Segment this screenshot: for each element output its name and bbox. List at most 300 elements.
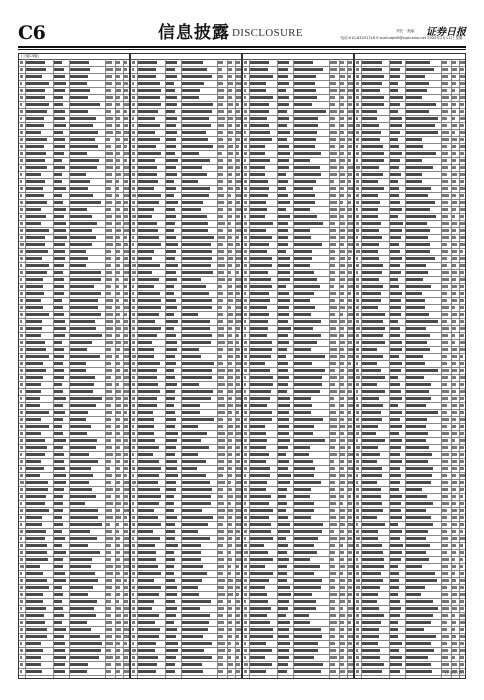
table-cell-text bbox=[106, 607, 111, 611]
table-cell-text bbox=[460, 334, 464, 338]
table-cell-text bbox=[106, 453, 113, 457]
table-cell-text bbox=[228, 75, 232, 79]
table-cell-text bbox=[218, 537, 224, 541]
table-cell-text bbox=[228, 593, 233, 597]
table-cell-text bbox=[406, 656, 428, 660]
table-cell-text bbox=[70, 96, 88, 100]
table-cell-text bbox=[132, 152, 135, 156]
table-cell-text bbox=[330, 523, 337, 527]
table-cell-text bbox=[278, 523, 290, 527]
table-cell-text bbox=[362, 299, 381, 303]
table-cell-text bbox=[106, 621, 112, 625]
table-cell-text bbox=[26, 243, 45, 247]
table-cell-text bbox=[362, 579, 383, 583]
table-cell-text bbox=[460, 236, 465, 240]
table-cell-text bbox=[20, 530, 23, 534]
table-cell-text bbox=[116, 187, 119, 191]
table-cell-text bbox=[244, 642, 246, 646]
table-cell-text bbox=[406, 439, 426, 443]
table-cell-text bbox=[116, 467, 120, 471]
table-cell-text bbox=[218, 250, 224, 254]
table-cell-text bbox=[138, 355, 154, 359]
table-cell-text bbox=[166, 453, 175, 457]
table-cell-text bbox=[348, 173, 352, 177]
table-cell-text bbox=[442, 313, 448, 317]
table-cell-text bbox=[356, 663, 359, 667]
table-cell-text bbox=[70, 537, 97, 541]
table-cell-text bbox=[166, 299, 176, 303]
table-cell-text bbox=[132, 621, 135, 625]
table-cell-text bbox=[348, 180, 351, 184]
table-cell-text bbox=[138, 117, 155, 121]
table-cell-text bbox=[294, 271, 314, 275]
table-cell-text bbox=[340, 502, 343, 506]
table-cell-text bbox=[116, 523, 119, 527]
table-cell-text bbox=[294, 61, 313, 65]
table-cell-text bbox=[70, 320, 95, 324]
table-cell-text bbox=[228, 635, 232, 639]
table-cell-text bbox=[250, 418, 272, 422]
table-cell-text bbox=[390, 537, 400, 541]
table-cell-text bbox=[124, 649, 129, 653]
table-cell-text bbox=[460, 642, 464, 646]
table-cell-text bbox=[218, 565, 224, 569]
table-cell-text bbox=[406, 96, 422, 100]
table-cell-text bbox=[132, 194, 136, 198]
table-cell-text bbox=[124, 194, 129, 198]
table-cell-text bbox=[452, 208, 456, 212]
table-cell-text bbox=[124, 89, 128, 93]
table-cell-text bbox=[26, 523, 42, 527]
table-cell-text bbox=[294, 173, 321, 177]
table-cell-text bbox=[362, 467, 382, 471]
table-cell-text bbox=[106, 439, 111, 443]
table-cell-text bbox=[132, 278, 135, 282]
table-cell-text bbox=[20, 278, 22, 282]
table-cell-text bbox=[452, 530, 456, 534]
table-cell-text bbox=[116, 285, 119, 289]
table-cell-text bbox=[362, 621, 381, 625]
table-cell-text bbox=[460, 656, 464, 660]
table-cell-text bbox=[348, 460, 352, 464]
table-cell-text bbox=[138, 544, 155, 548]
table-cell-text bbox=[406, 509, 426, 513]
table-cell-text bbox=[138, 187, 154, 191]
table-cell-text bbox=[362, 509, 383, 513]
table-cell-text bbox=[244, 159, 246, 163]
table-cell-text bbox=[218, 376, 224, 380]
table-cell-text bbox=[348, 306, 352, 310]
table-cell-text bbox=[452, 586, 457, 590]
table-cell-text bbox=[70, 432, 87, 436]
table-cell-text bbox=[250, 593, 267, 597]
table-cell-text bbox=[70, 348, 87, 352]
table-cell-text bbox=[340, 236, 345, 240]
table-cell-text bbox=[70, 418, 86, 422]
table-cell-text bbox=[442, 138, 449, 142]
table-cell-text bbox=[362, 215, 378, 219]
table-cell-text bbox=[218, 621, 224, 625]
table-cell-text bbox=[460, 390, 465, 394]
table-cell-text bbox=[390, 649, 399, 653]
table-cell-text bbox=[20, 537, 22, 541]
table-cell-text bbox=[228, 509, 233, 513]
table-cell-text bbox=[390, 460, 402, 464]
table-cell-text bbox=[250, 355, 271, 359]
table-cell-text bbox=[340, 579, 345, 583]
table-cell-text bbox=[236, 558, 241, 562]
table-cell-text bbox=[138, 159, 155, 163]
table-cell-text bbox=[294, 502, 314, 506]
table-cell-text bbox=[294, 348, 311, 352]
table-cell-text bbox=[460, 278, 465, 282]
table-cell-text bbox=[362, 278, 379, 282]
table-cell-text bbox=[406, 502, 433, 506]
table-cell-text bbox=[54, 75, 65, 79]
table-cell-text bbox=[356, 145, 358, 149]
table-cell-text bbox=[20, 299, 23, 303]
table-cell-text bbox=[390, 565, 398, 569]
table-cell-text bbox=[460, 432, 464, 436]
table-cell-text bbox=[330, 236, 336, 240]
table-cell-text bbox=[124, 61, 127, 65]
table-cell-text bbox=[356, 558, 358, 562]
table-cell-text bbox=[460, 320, 464, 324]
table-cell-text bbox=[124, 509, 129, 513]
table-cell-text bbox=[166, 390, 175, 394]
table-cell-text bbox=[54, 243, 65, 247]
table-cell-text bbox=[20, 292, 23, 296]
table-cell-text bbox=[218, 544, 223, 548]
table-cell-text bbox=[124, 663, 129, 667]
table-cell-text bbox=[138, 257, 152, 261]
table-cell-text bbox=[278, 327, 291, 331]
table-cell-text bbox=[228, 530, 233, 534]
table-cell-text bbox=[250, 306, 267, 310]
table-cell-text bbox=[182, 96, 199, 100]
table-cell-text bbox=[362, 131, 381, 135]
table-cell-text bbox=[452, 152, 456, 156]
table-cell-text bbox=[294, 558, 310, 562]
table-cell-text bbox=[138, 124, 160, 128]
table-cell-text bbox=[70, 271, 101, 275]
table-cell-text bbox=[228, 523, 232, 527]
table-cell-text bbox=[356, 110, 359, 114]
table-cell-text bbox=[228, 110, 232, 114]
table-cell-text bbox=[166, 418, 176, 422]
table-cell-text bbox=[26, 341, 45, 345]
table-cell-text bbox=[20, 369, 23, 373]
table-cell-text bbox=[124, 551, 129, 555]
table-cell-text bbox=[26, 495, 46, 499]
table-cell-text bbox=[390, 376, 398, 380]
table-cell-text bbox=[460, 586, 464, 590]
table-cell-text bbox=[250, 138, 272, 142]
table-cell-text bbox=[390, 271, 401, 275]
table-cell-text bbox=[20, 509, 23, 513]
table-cell-text bbox=[442, 607, 449, 611]
table-cell-text bbox=[124, 425, 128, 429]
table-cell-text bbox=[406, 215, 436, 219]
table-cell-text bbox=[452, 166, 456, 170]
table-cell-text bbox=[124, 250, 129, 254]
table-cell-text bbox=[236, 439, 241, 443]
table-cell-text bbox=[356, 439, 358, 443]
table-cell-text bbox=[116, 425, 120, 429]
table-cell-text bbox=[362, 313, 385, 317]
table-cell-text bbox=[460, 348, 465, 352]
table-cell-text bbox=[442, 663, 449, 667]
table-cell-text bbox=[330, 390, 337, 394]
table-cell-text bbox=[278, 292, 289, 296]
table-cell-text bbox=[330, 355, 337, 359]
table-cell-text bbox=[124, 159, 127, 163]
table-cell-text bbox=[406, 264, 426, 268]
table-cell-text bbox=[278, 348, 287, 352]
table-cell-text bbox=[26, 292, 44, 296]
table-cell-text bbox=[356, 215, 359, 219]
table-cell-text bbox=[278, 250, 286, 254]
table-cell-text bbox=[236, 306, 241, 310]
table-cell-text bbox=[106, 502, 113, 506]
table-cell-text bbox=[70, 257, 88, 261]
table-cell-text bbox=[106, 75, 112, 79]
table-cell-text bbox=[244, 194, 247, 198]
table-cell-text bbox=[278, 152, 290, 156]
table-cell-text bbox=[406, 103, 436, 107]
table-cell-text bbox=[138, 488, 160, 492]
table-cell-text bbox=[442, 411, 447, 415]
table-cell-text bbox=[70, 516, 98, 520]
table-cell-text bbox=[442, 481, 448, 485]
table-cell-text bbox=[250, 152, 265, 156]
table-cell-text bbox=[228, 516, 232, 520]
table-cell-text bbox=[124, 215, 128, 219]
table-cell-text bbox=[236, 432, 241, 436]
table-cell-text bbox=[138, 180, 158, 184]
table-cell-text bbox=[138, 334, 157, 338]
table-cell-text bbox=[348, 509, 352, 513]
table-cell-text bbox=[138, 306, 161, 310]
table-cell-text bbox=[132, 145, 135, 149]
table-cell-text bbox=[132, 425, 134, 429]
table-cell-text bbox=[340, 299, 344, 303]
table-cell-text bbox=[132, 117, 134, 121]
table-cell-text bbox=[236, 166, 240, 170]
table-cell-text bbox=[236, 152, 239, 156]
table-row bbox=[131, 668, 241, 676]
table-cell-text bbox=[236, 635, 239, 639]
table-cell-text bbox=[166, 201, 178, 205]
table-cell-text bbox=[70, 131, 98, 135]
table-cell-text bbox=[348, 68, 352, 72]
table-cell-text bbox=[138, 243, 161, 247]
table-cell-text bbox=[70, 327, 96, 331]
table-cell-text bbox=[70, 460, 98, 464]
table-cell-text bbox=[460, 355, 463, 359]
table-cell-text bbox=[106, 145, 111, 149]
table-cell-text bbox=[362, 110, 377, 114]
table-cell-text bbox=[138, 593, 159, 597]
table-cell-text bbox=[124, 355, 129, 359]
table-cell-text bbox=[460, 96, 465, 100]
table-cell-text bbox=[54, 663, 65, 667]
table-cell-text bbox=[138, 110, 158, 114]
table-cell-text bbox=[362, 334, 383, 338]
table-cell-text bbox=[182, 103, 213, 107]
table-cell-text bbox=[442, 453, 449, 457]
table-cell-text bbox=[106, 565, 113, 569]
table-cell-text bbox=[406, 481, 431, 485]
table-cell-text bbox=[356, 565, 359, 569]
table-cell-text bbox=[138, 579, 154, 583]
table-cell-text bbox=[362, 362, 377, 366]
table-cell-text bbox=[20, 320, 22, 324]
table-cell-text bbox=[218, 593, 225, 597]
table-cell-text bbox=[218, 96, 224, 100]
table-cell-text bbox=[442, 530, 447, 534]
table-cell-text bbox=[70, 334, 102, 338]
table-cell-text bbox=[182, 173, 207, 177]
table-cell-text bbox=[228, 663, 233, 667]
table-cell-text bbox=[166, 243, 178, 247]
table-cell-text bbox=[340, 551, 344, 555]
table-cell-text bbox=[390, 313, 401, 317]
table-cell-text bbox=[362, 635, 379, 639]
table-cell-text bbox=[182, 159, 210, 163]
table-cell-text bbox=[20, 250, 23, 254]
table-cell-text bbox=[460, 474, 465, 478]
table-cell-text bbox=[116, 439, 121, 443]
table-cell-text bbox=[348, 502, 352, 506]
table-cell-text bbox=[228, 376, 233, 380]
table-cell-text bbox=[116, 299, 119, 303]
table-cell-text bbox=[348, 488, 352, 492]
table-cell-text bbox=[340, 103, 344, 107]
table-cell-text bbox=[20, 159, 23, 163]
table-cell-text bbox=[250, 572, 273, 576]
table-cell-text bbox=[138, 628, 160, 632]
table-cell-text bbox=[278, 565, 287, 569]
table-cell-text bbox=[124, 75, 128, 79]
table-cell-text bbox=[20, 670, 22, 674]
table-cell-text bbox=[106, 138, 110, 142]
table-cell-text bbox=[330, 243, 336, 247]
table-cell-text bbox=[460, 453, 464, 457]
table-cell-text bbox=[70, 313, 101, 317]
table-cell-text bbox=[244, 635, 247, 639]
table-cell-text bbox=[70, 61, 89, 65]
table-cell-text bbox=[70, 68, 90, 72]
table-cell-text bbox=[348, 544, 353, 548]
table-cell-text bbox=[340, 530, 344, 534]
table-cell-text bbox=[340, 355, 345, 359]
table-cell-text bbox=[250, 215, 265, 219]
table-cell-text bbox=[340, 215, 344, 219]
table-cell-text bbox=[294, 481, 321, 485]
table-cell-text bbox=[442, 614, 448, 618]
table-cell-text bbox=[26, 103, 49, 107]
table-cell-text bbox=[244, 222, 247, 226]
table-cell-text bbox=[442, 418, 449, 422]
table-cell-text bbox=[228, 607, 232, 611]
table-cell-text bbox=[244, 68, 247, 72]
table-cell-text bbox=[250, 124, 269, 128]
table-cell-text bbox=[452, 411, 457, 415]
table-cell-text bbox=[218, 103, 223, 107]
table-cell-text bbox=[20, 313, 23, 317]
table-cell-text bbox=[244, 530, 247, 534]
table-cell-text bbox=[138, 383, 158, 387]
table-cell-text bbox=[406, 257, 435, 261]
table-cell-text bbox=[70, 145, 98, 149]
table-cell-text bbox=[452, 61, 456, 65]
table-cell-text bbox=[390, 110, 398, 114]
table-cell-text bbox=[26, 558, 48, 562]
table-cell-text bbox=[218, 222, 225, 226]
table-cell-text bbox=[54, 453, 64, 457]
table-cell-text bbox=[406, 110, 429, 114]
table-cell-text bbox=[20, 579, 23, 583]
table-cell-text bbox=[218, 523, 223, 527]
table-cell-text bbox=[182, 320, 210, 324]
table-cell-text bbox=[442, 96, 449, 100]
table-cell-text bbox=[452, 460, 457, 464]
table-cell-text bbox=[278, 180, 288, 184]
table-cell-text bbox=[70, 628, 91, 632]
table-cell-text bbox=[132, 488, 135, 492]
table-cell-text bbox=[356, 453, 359, 457]
table-cell-text bbox=[20, 82, 22, 86]
table-cell-text bbox=[26, 75, 42, 79]
table-cell-text bbox=[106, 271, 112, 275]
table-cell-text bbox=[26, 250, 48, 254]
table-cell-text bbox=[348, 166, 353, 170]
table-cell-text bbox=[124, 313, 127, 317]
table-cell-text bbox=[278, 656, 289, 660]
table-cell-text bbox=[244, 460, 247, 464]
table-cell-text bbox=[362, 229, 379, 233]
table-cell-text bbox=[406, 243, 430, 247]
table-cell-text bbox=[218, 467, 224, 471]
table-cell-text bbox=[406, 271, 428, 275]
table-cell-text bbox=[20, 166, 22, 170]
table-row bbox=[243, 668, 353, 676]
table-cell-text bbox=[250, 320, 268, 324]
table-cell-text bbox=[124, 579, 127, 583]
table-cell-text bbox=[294, 355, 325, 359]
table-cell-text bbox=[20, 523, 22, 527]
table-cell-text bbox=[106, 397, 113, 401]
table-cell-text bbox=[278, 607, 288, 611]
table-cell-text bbox=[330, 453, 337, 457]
table-cell-text bbox=[236, 572, 240, 576]
table-cell-text bbox=[166, 614, 176, 618]
table-cell-text bbox=[278, 390, 287, 394]
table-cell-text bbox=[106, 579, 112, 583]
table-cell-text bbox=[244, 495, 247, 499]
table-cell-text bbox=[132, 460, 134, 464]
table-cell-text bbox=[250, 299, 270, 303]
table-cell-text bbox=[356, 621, 359, 625]
table-cell-text bbox=[406, 369, 438, 373]
table-cell-text bbox=[348, 292, 351, 296]
table-cell-text bbox=[132, 306, 135, 310]
table-cell-text bbox=[294, 110, 326, 114]
table-cell-text bbox=[116, 432, 120, 436]
table-cell-text bbox=[250, 495, 271, 499]
table-cell-text bbox=[166, 278, 177, 282]
